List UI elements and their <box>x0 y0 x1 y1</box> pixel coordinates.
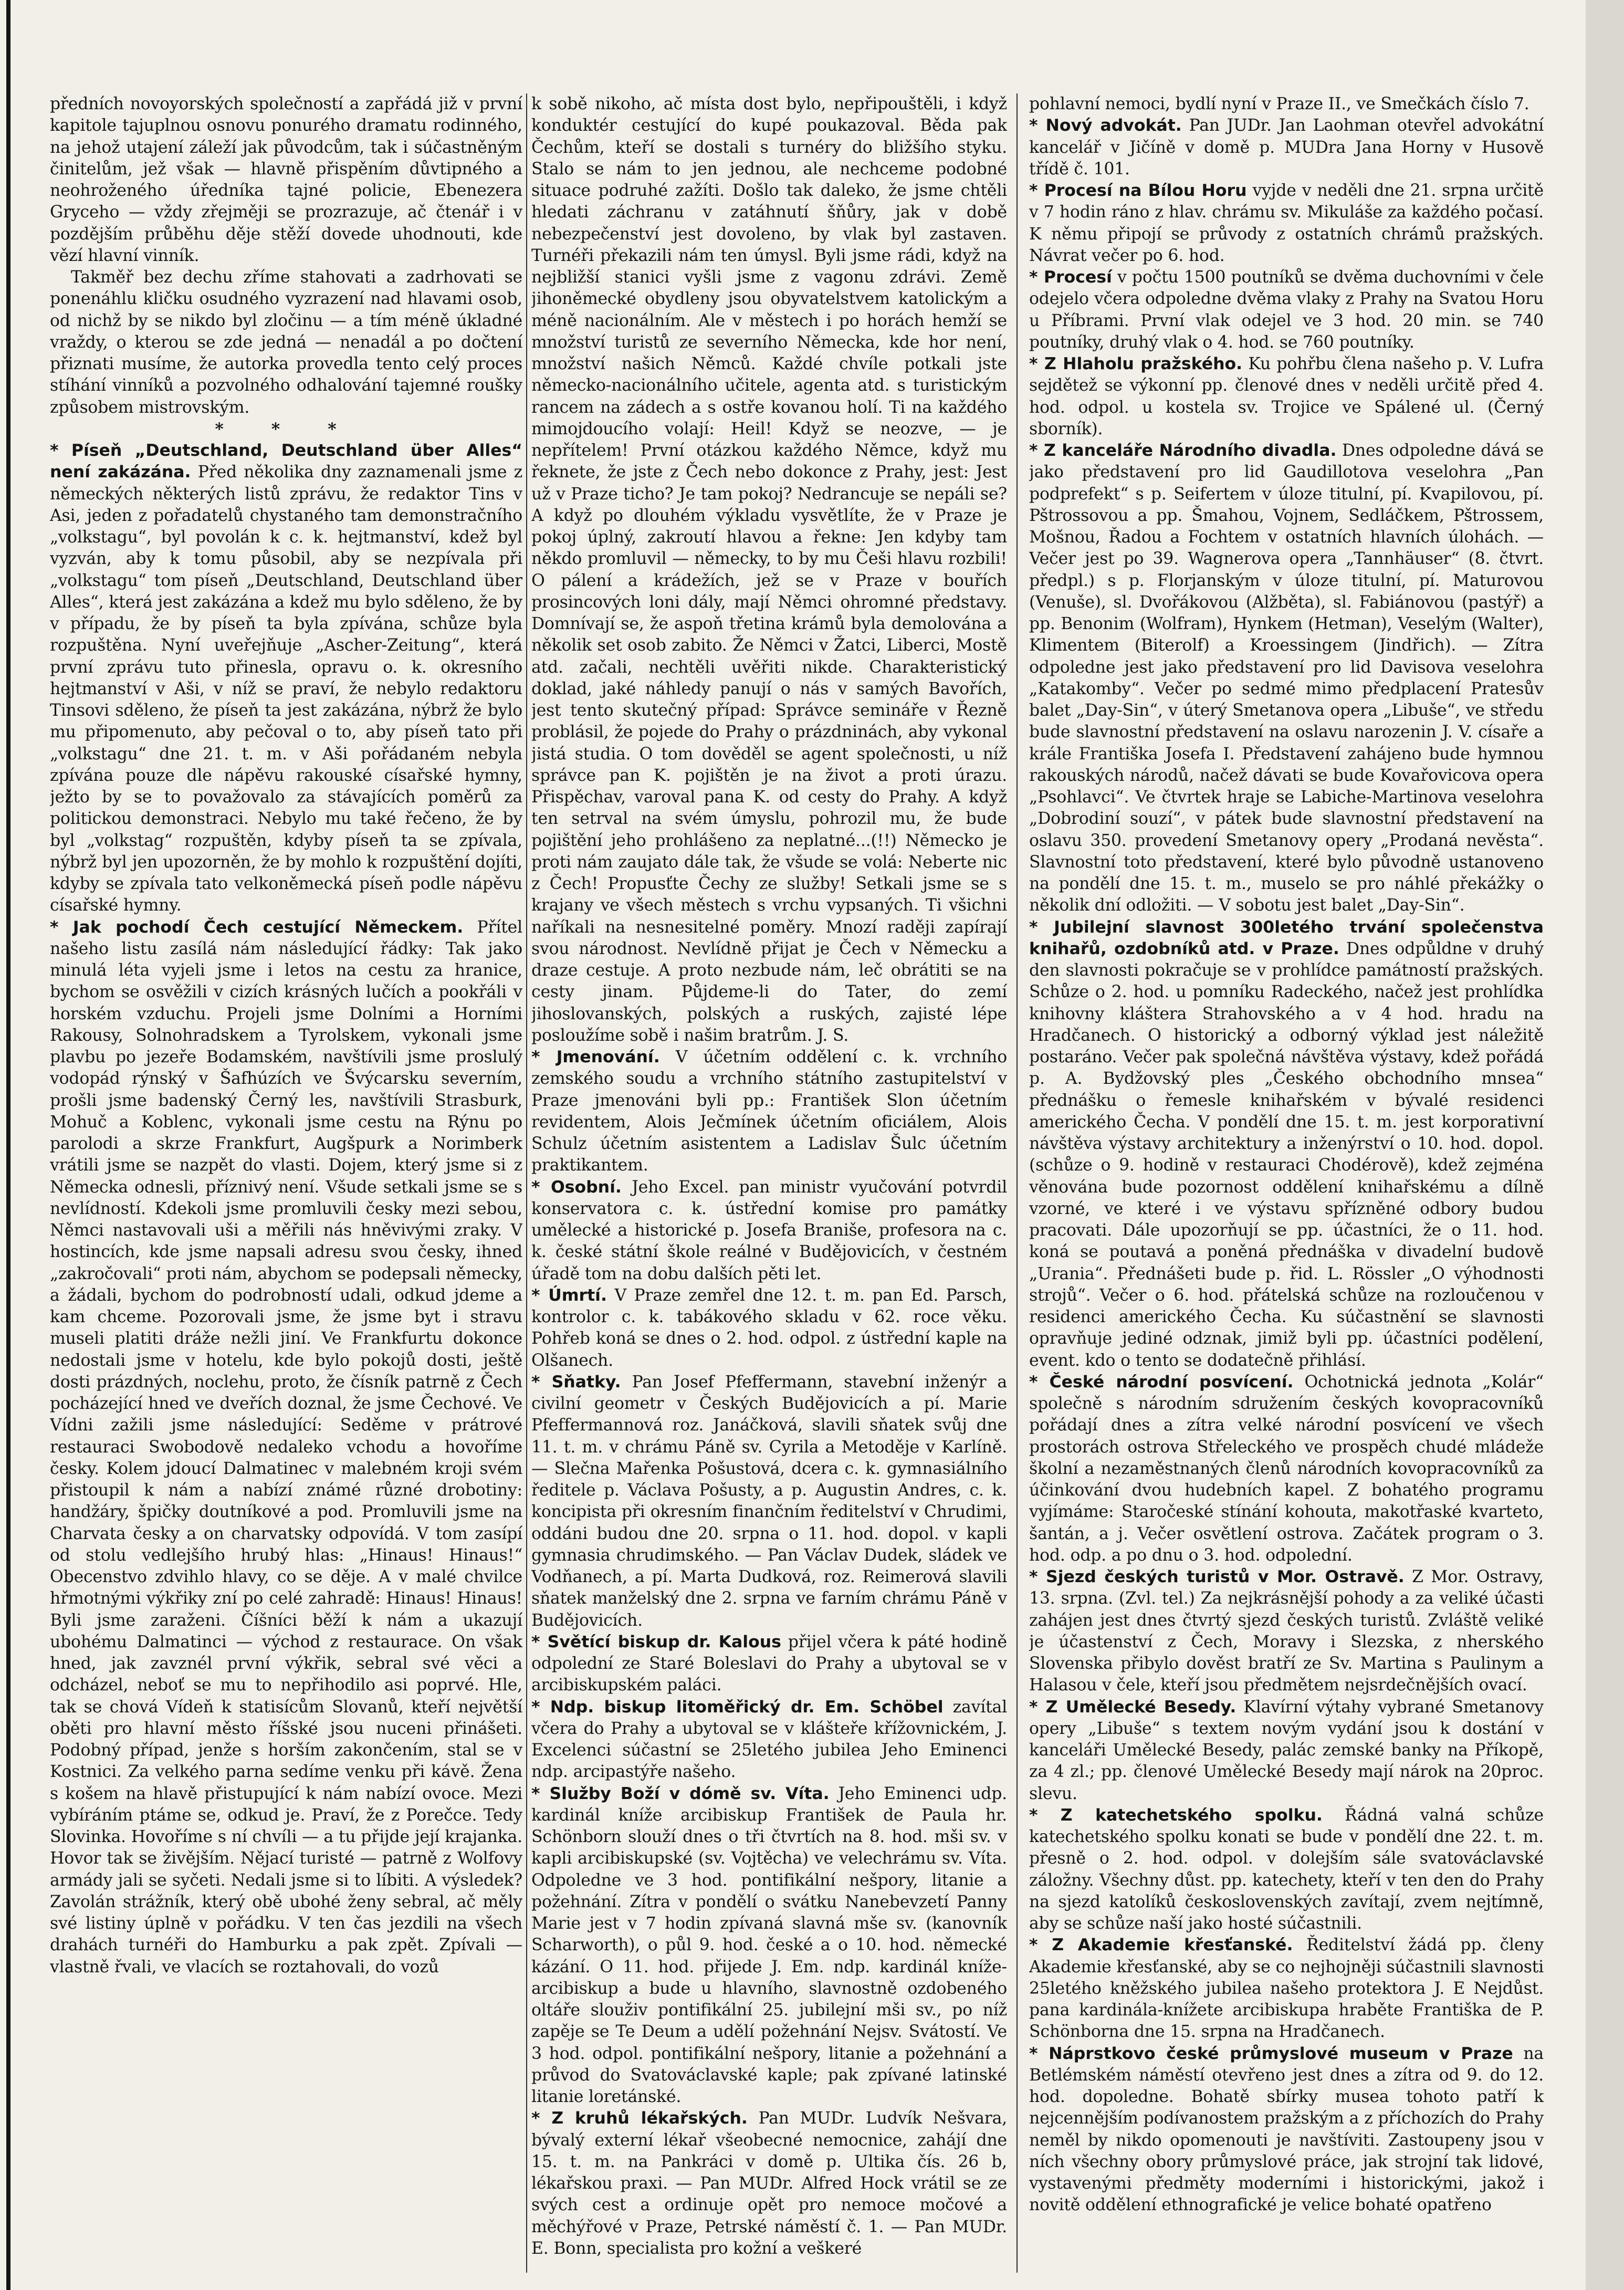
article-text: na Betlémském náměstí otevřeno jest dnes a zítra od 9. do 12. hod. dopoledne. Bohatě sbírky musea tohoto patří k nejcennějším podívanostem pražským a z příchozích do Prahy neměl by nikdo opomenouti je navštíviti. Zastoupeny jsou v ních všechny obory průmyslové práce, jak strojní tak lidové, vystavenými předměty moderními i historickými, jakož i novitě oddělení ethnografické je velice bohaté opatřeno <box>1029 2044 1544 2215</box>
article-heading: * Jak pochodí Čech cestující Německem. <box>50 917 464 937</box>
article-paragraph <box>1029 1935 1544 2043</box>
column-1 <box>50 93 522 2273</box>
article-paragraph <box>1029 440 1544 917</box>
article-text: předních novoyorských společností a zapřádá již v první kapitole tajuplnou osnovu ponurého dramatu rodinného, na jehož utajení záleží jak původcům, tak i súčastněným činitelům, jež však — hlavně přispěním důvtipného a neohroženého úředníka tajné policie, Ebenezera Gryceho — vždy zřejměji se prozrazuje, ač čtenář i v pozdějším průběhu děje stěží dovede uhodnouti, kde vězí hlavní vinník. <box>50 95 522 265</box>
article-heading: * Náprstkovo české průmyslové museum v Praze <box>1029 2044 1513 2063</box>
article-paragraph <box>531 93 1007 1047</box>
article-text: * * * <box>215 419 358 439</box>
article-text: Pan MUDr. Ludvík Nešvara, bývalý externí lékař všeobecné nemocnice, zahájí dne 15. t. m. na Pankráci v domě p. Ultika čís. 26 b, lékařskou praxi. — Pan MUDr. Alfred Hock vrátil se ze svých cest a ordinuje opět pro nemoce močové a měchýřové v Praze, Petrské náměstí č. 1. — Pan MUDr. E. Bonn, specialista pro kožní a veškeré <box>531 2109 1007 2258</box>
article-text: vyjde v neděli dne 21. srpna určitě v 7 hodin ráno z hlav. chrámu sv. Mikuláše za každého počasí. K němu připojí se průvody z ostatních chrámů pražských. Návrat večer po 6. hod. <box>1029 181 1544 265</box>
article-paragraph <box>50 267 522 419</box>
article-text: Pan Josef Pfeffermann, stavební inženýr a civilní geometr v Českých Budějovicích a pí. Marie Pfeffermannová roz. Janáčková, slavili sňatek svůj dne 11. t. m. v chrámu Páně sv. Cyrila a Metoděje v Karlíně. — Slečna Mařenka Pošustová, dcera c. k. gymnasiálního ředitele p. Václava Pošusty, a p. Augustin Andres, c. k. koncipista při okresním finančním ředitelství v Chrudimi, oddáni budou dne 20. srpna o 11. hod. dopol. v kapli gymnasia chrudimského. — Pan Václav Dudek, sládek ve Vodňanech, a pí. Marta Dudková, roz. Reimerová slavili sňatek manželský dne 2. srpna ve farním chrámu Páně v Budějovicích. <box>531 1372 1007 1630</box>
article-text: k sobě nikoho, ač místa dost bylo, nepřipouštěli, i když konduktér cestující do kupé poukazoval. Běda pak Čechům, kteří se dostali s turnéry do bližšího styku. Stalo se nám to jen jednou, ale nechceme podobné situace podruhé zažíti. Došlo tak daleko, že jsme chtěli hledati záchranu v zatáhnutí šňůry, jak v době nebezpečenství jest dovoleno, by vlak byl zastaven. Turnéři překazili nám ten úmysl. Byli jsme rádi, když na nejbližší stanici vyšli jsme z vagonu zdrávi. Země jihoněmecké obydleny jsou obyvatelstvem katolickým a méně nacionálním. Ale v městech i po horách hemží se množství turistů ze severního Německa, kde hor není, množství našich Němců. Každé chvíle potkali jste německo-nacionálního učitele, agenta atd. s turistickým rancem na zádech a s ostře kovanou holí. Ti na každého mimojdoucího volají: Heil! Když se neozve, — je nepřítelem! První otázkou každého Němce, když mu řeknete, že jste z Čech nebo dokonce z Prahy, jest: Jest už v Praze ticho? Je tam pokoj? Nedrancuje se nepáli se? A když po dlouhém výkladu vysvětlíte, že v Praze je pokoj úplný, zakroutí hlavou a řekne: Jen kdyby tam někdo promluvil — německy, to by mu Češi hlavu rozbili! O pálení a krádežích, jež se v Praze v bouřích prosincových loni dály, mají Němci ohromné představy. Domnívají se, že aspoň třetina krámů byla demolována a několik set osob zabito. Že Němci v Žatci, Liberci, Mostě atd. začali, nechtěli uvěřiti nikde. Charakteristický doklad, jaké náhledy panují o nás v samých Bavořích, jest tento skutečný případ: Správce semináře v Řezně problásil, že pojede do Prahy o prázdninách, aby vykonal jistá studia. O tom dověděl se agent společnosti, u níž správce pan K. pojištěn je na život a proti úrazu. Přispěchav, varoval pana K. od cesty do Prahy. A když ten setrval na svém úmyslu, pohrozil mu, že bude pojištění jeho prohlášeno za neplatné...(!!) Německo je proti nám zaujato dále tak, že všude se volá: Neberte nic z Čech! Propusťte Čechy ze služby! Setkali jsme se s krajany ve všech městech s vrchu vypsaných. Ti všichni naříkali na nesnesitelné poměry. Mnozí raději zapírají svou národnost. Nevlídně přijat je Čech v Německu a draze cestuje. A proto nezbude nám, leč obrátiti se na cesty jinam. Půjdeme-li do Tater, do zemí jihoslovanských, polských a ruských, zajisté lépe posloužíme sobě i našim bratrům. J. S. <box>531 95 1007 1045</box>
article-text: zavítal včera do Prahy a ubytoval se v klášteře křížovnickém, J. Excelenci súčastní se 25letého jubilea Jeho Eminenci ndp. arcipastýře našeho. <box>531 1697 1007 1782</box>
article-text: Řádná valná schůze katechetského spolku konati se bude v pondělí dne 22. t. m. přesně o 2. hod. odpol. v dolejším sále svatováclavské záložny. Všechny důst. pp. katechety, kteří v ten den do Prahy na sjezd katolíků československých zavítají, zvem nejtímně, aby se schůze naší jako hosté súčastnili. <box>1029 1805 1544 1933</box>
article-paragraph <box>50 917 522 1978</box>
article-heading: * Z Umělecké Besedy. <box>1029 1697 1237 1717</box>
article-paragraph <box>531 1697 1007 1783</box>
article-paragraph <box>531 2108 1007 2260</box>
article-paragraph <box>1029 180 1544 267</box>
column-rule <box>526 93 527 2273</box>
scan-edge-right <box>1586 0 1624 2290</box>
article-text: Klavírní výtahy vybrané Smetanovy opery „Libuše“ s textem novým vydání jsou k dostání v kanceláři Umělecké Besedy, palác zemské banky na Příkopě, za 4 zl.; pp. členové Umělecké Besedy mají nárok na 20proc. slevu. <box>1029 1697 1544 1803</box>
article-paragraph <box>531 1783 1007 2108</box>
article-heading: * Z Hlaholu pražského. <box>1029 354 1243 373</box>
article-text: V Praze zemřel dne 12. t. m. pan Ed. Parsch, kontrolor c. k. tabákového skladu v 62. roce věku. Pohřeb koná se dnes o 2. hod. odpol. z ústřední kaple na Olšanech. <box>531 1285 1007 1370</box>
article-paragraph <box>50 93 522 267</box>
article-text: pohlavní nemoci, bydlí nyní v Praze II., ve Smečkách číslo 7. <box>1029 95 1529 113</box>
article-text: Před několika dny zaznamenali jsme z německých některých listů zprávu, že redaktor Tins v Asi, jeden z pořadatelů chystaného tam demonstračního „volkstagu“, byl povolán k c. k. hejtmanství, kdež byl vyzván, aby k tomu působil, aby se nezpívala při „volkstagu“ tom píseň „Deutschland, Deutschland über Alles“, která jest zakázána a kdež mu bylo sděleno, že by v případu, že by píseň ta byla zpívána, schůze byla rozpuštěna. Nyní uveřejňuje „Ascher-Zeitung“, která první zprávu tuto přinesla, opravu o. k. okresního hejtmanství v Aši, v níž se praví, že nebylo redaktoru Tinsovi sděleno, že píseň ta jest zakázána, nýbrž že bylo mu připomenuto, aby pečoval o to, aby píseň tato při „volkstagu“ dne 21. t. m. v Aši pořádaném nebyla zpívána pouze dle nápěvu rakouské císařské hymny, ježto by se to považovalo za stávajících poměrů za politickou demonstraci. Nebylo mu také řečeno, že by byl „volkstag“ rozpuštěn, kdyby píseň ta se zpívala, nýbrž byl jen upozorněn, že by mohlo k rozpuštění dojíti, kdyby se zpívala tato velkoněmecká píseň podle nápěvu císařské hymny. <box>50 463 522 915</box>
article-heading: * Světící biskup dr. Kalous <box>531 1632 781 1651</box>
article-paragraph <box>531 1632 1007 1697</box>
article-text: v počtu 1500 poutníků se dvěma duchovními v čele odejelo včera odpoledne dvěma vlaky z Prahy na Svatou Horu u Příbrami. První vlak odejel ve 3 hod. 20 min. se 740 poutníky, druhý vlak o 4. hod. se 760 poutníky. <box>1029 268 1544 352</box>
article-text: Ku pohřbu člena našeho p. V. Lufra sejdětež se výkonní pp. členové dnes v neděli určitě před 4. hod. odpol. u kostela sv. Trojice ve Spálené ul. (Černý sborník). <box>1029 354 1544 438</box>
section-divider <box>50 419 522 440</box>
article-paragraph <box>1029 1805 1544 1935</box>
article-paragraph <box>531 1372 1007 1632</box>
article-heading: * Z kruhů lékařských. <box>531 2109 748 2128</box>
column-rule <box>1017 93 1018 2273</box>
article-heading: * Jmenování. <box>531 1048 660 1066</box>
article-heading: * Z kanceláře Národního divadla. <box>1029 441 1337 460</box>
article-heading: * Osobní. <box>531 1177 622 1197</box>
article-paragraph <box>531 1047 1007 1177</box>
scan-edge-left <box>6 0 11 2290</box>
article-heading: * Úmrtí. <box>531 1285 607 1305</box>
article-text: Z Mor. Ostravy, 13. srpna. (Zvl. tel.) Za nejkrásnější pohody a za veliké účasti zahájen jest dnes čtvrtý sjezd českých turistů. Zvláště veliké je účastenství z Čech, Moravy i Slezska, z nherského Slovenska přibylo dověst bratří ze Sv. Martina s Paulinym a Halasou v čele, kteří jsou předmětem nejsrdečnějších ovací. <box>1029 1567 1544 1695</box>
article-heading: * Píseň „Deutschland, Deutschland über Alles“ není zakázána. <box>50 441 522 482</box>
article-heading: * České národní posvícení. <box>1029 1372 1294 1392</box>
article-text: Takměř bez dechu zříme stahovati a zadrhovati se ponenáhlu kličku osudného vyzrazení nad hlavami osob, od nichž by se nikdo byl zločinu — a tím méně úkladné vraždy, o kterou se zde jedná — nenadál a po dočtení přiznati musíme, že autorka provedla tento celý proces stíhání vinníků a pozvolného odhalování tajemné roušky způsobem mistrovským. <box>50 268 522 417</box>
article-heading: * Procesí na Bílou Horu <box>1029 181 1247 200</box>
article-paragraph <box>1029 93 1544 115</box>
article-paragraph <box>1029 267 1544 353</box>
article-heading: * Ndp. biskup litoměřický dr. Em. Schöbel <box>531 1697 944 1717</box>
article-paragraph <box>1029 917 1544 1372</box>
article-text: Jeho Excel. pan ministr vyučování potvrdil konservatora c. k. ústřední komise pro památky umělecké a historické p. Josefa Braniše, profesora na c. k. české státní škole reálné v Budějovicích, v čestném úřadě tom na dobu dalších pěti let. <box>531 1177 1007 1283</box>
article-text: Jeho Eminenci udp. kardinál kníže arcibiskup František de Paula hr. Schönborn slouží dnes o tři čtvrtích na 8. hod. mši sv. v kapli arcibiskupské (sv. Vojtěcha) ve velechrámu sv. Víta. Odpoledne ve 3 hod. pontifikální nešpory, litanie a požehnání. Zítra v pondělí o svátku Nanebevzetí Panny Marie jest v 7 hodin zpívaná slavná mše sv. (kanovník Scharworth), o půl 9. hod. české a o 10. hod. německé kázání. O 11. hod. přijede J. Em. ndp. kardinál kníže-arcibiskup a bude u hlavního, slavnostně ozdobeného oltáře slouživ pontifikální 25. jubilejní mši sv., po níž zapěje se Te Deum a udělí požehnání Nejsv. Svátostí. Ve 3 hod. odpol. pontifikální nešpory, litanie a požehnání a průvod do Svatováclavské kaple; pak zpívané latinské litanie loretánské. <box>531 1784 1007 2106</box>
article-heading: * Jubilejní slavnost 300letého trvání společenstva knihařů, ozdobníků atd. v Praze. <box>1029 917 1544 958</box>
article-heading: * Procesí <box>1029 268 1112 287</box>
article-text: Dnes odpůldne v druhý den slavnosti pokračuje se v prohlídce památností pražských. Schůze o 2. hod. u pomníku Radeckého, načež jest prohlídka knihovny kláštera Strahovského a v 4 hod. hradu na Hradčanech. O historický a odborný výklad jest náležitě postaráno. Večer pak společná návštěva výstavy, kdež pořádá p. A. Bydžovský ples „Českého obchodního mnsea“ přednášku o řemesle knihařském v bývalé residenci amerického Čecha. V pondělí dne 15. t. m. jest korporativní návštěva výstavy architektury a inženýrství o 10. hod. dopol. (schůze o 9. hodině v restauraci Chodérově), kdež zejména věnována bude pozornost oddělení knihařskému a dílně vzorné, ve které i ve výstavu spřízněné odbory budou pracovati. Dále upozorňují se pp. účastníci, že o 11. hod. koná se poutavá a poněná přednáška v divadelní budově „Urania“. Přednášeti bude p. řid. L. Rössler „O výhodnosti strojů“. Večer o 6. hod. přátelská schůze na rozloučenou v residenci amerického Čecha. Ku súčastnění se slavnosti opravňuje jediné odznak, jimiž byli pp. účastníci podělení, event. kdo o tento se dodatečně přihlásí. <box>1029 939 1544 1370</box>
article-heading: * Sňatky. <box>531 1372 621 1392</box>
column-2 <box>531 93 1007 2273</box>
article-heading: * Nový advokát. <box>1029 116 1182 135</box>
article-text: Pan JUDr. Jan Laohman otevřel advokátní kancelář v Jičíně v domě p. MUDra Jana Horny v Husově třídě č. 101. <box>1029 116 1544 179</box>
article-paragraph <box>531 1177 1007 1285</box>
article-text: Ochotnická jednota „Kolár“ společně s národním sdružením českých kovopracovníků pořádají dnes a zítra velké národní posvícení ve všech prostorách ostrova Střeleckého ve prospěch chudé mládeže školní a nezaměstnaných členů národních kovopracovníků za účinkování dvou hudebních kapel. Z bohatého programu vyjímáme: Staročeské stínání kohouta, makotřaské kvarteto, šantán, a j. Večer osvětlení ostrova. Začátek program o 3. hod. odp. a po dnu o 3. hod. odpolední. <box>1029 1372 1544 1565</box>
article-heading: * Z katechetského spolku. <box>1029 1805 1323 1825</box>
article-paragraph <box>1029 115 1544 180</box>
article-text: V účetním oddělení c. k. vrchního zemského soudu a vrchního státního zastupitelství v Praze jmenováni byli pp.: František Slon účetním revidentem, Alois Ječmínek účetním oficiálem, Alois Schulz účetním asistentem a Ladislav Šulc účetním praktikantem. <box>531 1048 1007 1175</box>
article-paragraph <box>1029 1566 1544 1697</box>
column-3 <box>1029 93 1544 2273</box>
article-heading: * Z Akademie křesťanské. <box>1029 1936 1293 1955</box>
article-paragraph <box>1029 1372 1544 1566</box>
article-text: Ředitelství žádá pp. členy Akademie křesťanské, aby se co nejhojněji súčastnili slavnosti 25letého kněžského jubilea našeho protektora J. E Nejdůst. pana kardinála-knížete arcibiskupa hraběte Františka de P. Schönborna dne 15. srpna na Hradčanech. <box>1029 1936 1544 2042</box>
article-text: přijel včera k páté hodině odpolední ze Staré Boleslavi do Prahy a ubytoval se v arcibiskupském paláci. <box>531 1632 1007 1695</box>
article-heading: * Sjezd českých turistů v Mor. Ostravě. <box>1029 1567 1405 1586</box>
article-text: Přítel našeho listu zasílá nám následující řádky: Tak jako minulá léta vyjeli jsme i letos na cestu za hranice, bychom se osvěžili v cizích krásných lučích a pookřáli v horském vzduchu. Projeli jsme Dolními a Horními Rakousy, Solnohradskem a Tyrolskem, vykonali jsme plavbu po jezeře Bodamském, navštívili jsme proslulý vodopád rýnský v Šafhúzích ve Švýcarsku severním, prošli jsme badenský Černý les, navštívili Strasburk, Mohuč a Koblenc, vykonali jsme cestu na Rýnu po parolodi a skrze Frankfurt, Augšpurk a Norimberk vrátili jsme se nazpět do vlasti. Dojem, který jsme si z Německa odnesli, příznivý není. Všude setkali jsme se s nevlídností. Kdekoli jsme promluvili česky mezi sebou, Němci nastavovali uši a měřili nás hněvivými zraky. V hostincích, kde jsme napsali adresu svou česky, ihned „zakročovali“ proti nám, abychom se podepsali německy, a žádali, bychom do podrobností udali, odkud jdeme a kam chceme. Pozorovali jsme, že jsme byt i stravu museli platiti dráže nežli jiní. Ve Frankfurtu dokonce nedostali jsme v hotelu, kde bylo pokojů dosti, ještě dosti prázdných, noclehu, proto, že čísník patrně z Čech pocházející hned ve dveřích doznal, že jsme Čechové. Ve Vídni zažili jsme následující: Seděme v prátrové restauraci Swobodově nedaleko vchodu a hovoříme česky. Kolem jdoucí Dalmatinec v malebném kroji svém přistoupil k nám a nabízí známé různé drobotiny: handžáry, špičky doutníkové a pod. Promluvili jsme na Charvata česky a on charvatsky odpovídá. V tom zasípí od stolu vedlejšího hrubý hlas: „Hinaus! Hinaus!“ Obecenstvo zdvihlo hlavy, co se děje. A v malé chvilce hřmotnými výkřiky zní po celé zahradě: Hinaus! Hinaus! Byli jsme zaraženi. Číšníci běží k nám a ukazují ubohému Dalmatinci — východ z restaurace. On však hned, jak zavznél první výkřik, sebral své věci a odcházel, neboť se mu to nepřihodilo asi poprvé. Hle, tak se chová Vídeň k statisícům Slovanů, kteří největší oběti pro hlavní město říšské jsou nuceni přinášeti. Podobný případ, jenže s horším zakončením, stal se v Kostnici. Za velkého parna sedíme venku při kávě. Žena s košem na hlavě přistupující k nám nabízí ovoce. Mezi vybíráním ptáme se, odkud je. Praví, že z Porečce. Tedy Slovinka. Hovoříme s ní chvíli — a tu přijde její krajanka. Hovor tak se živějším. Nějací turisté — patrně z Wolfovy armády jali se syčeti. Nedali jsme si to líbiti. A výsledek? Zavolán strážník, který obě ubohé ženy sebral, ač měly své listiny úplně v pořádku. V ten čas jezdili na všech drahách turnéři do Hamburku a pak zpět. Zpívali — vlastně řvali, ve vlacích se roztahovali, do vozů <box>50 917 522 1977</box>
article-paragraph <box>1029 1697 1544 1805</box>
article-text: Dnes odpoledne dává se jako představení pro lid Gaudillotova veselohra „Pan podprefekt“ s p. Seifertem v úloze titulní, pí. Kvapilovou, pí. Pštrossovou a pp. Šmahou, Vojnem, Sedláčkem, Pštrossem, Mošnou, Řadou a Fochtem v ostatních hlavních úlohách. — Večer jest po 39. Wagnerova opera „Tannhäuser“ (8. čtvrt. předpl.) s p. Florjanským v úloze titulní, pí. Maturovou (Venuše), sl. Dvořákovou (Alžběta), sl. Fabiánovou (pastýř) a pp. Benonim (Wolfram), Hynkem (Hetman), Veselým (Walter), Klimentem (Biterolf) a Kroessingem (Jindřich). — Zítra odpoledne jest jako představení pro lid Davisova veselohra „Katakomby“. Večer po sedmé mimo předplacení Pratesův balet „Day-Sin“, v úterý Smetanova opera „Libuše“, ve středu bude slavnostní představení na oslavu narozenin J. V. císaře a krále Františka Josefa I. Představení zahájeno bude hymnou rakouských národů, načež dávati se bude Kovařovicova opera „Psohlavci“. Ve čtvrtek hraje se Labiche-Martinova veselohra „Dobrodiní souzí“, v pátek bude slavnostní představení na oslavu 350. provedení Smetanovy opery „Prodaná nevěsta“. Slavnostní toto představení, které bylo původně ustanoveno na pondělí dne 15. t. m., muselo se pro náhlé překážky o několik dní odložiti. — V sobotu jest balet „Day-Sin“. <box>1029 441 1544 915</box>
article-paragraph <box>1029 2043 1544 2216</box>
article-paragraph <box>1029 353 1544 440</box>
article-paragraph <box>531 1285 1007 1372</box>
article-paragraph <box>50 440 522 917</box>
article-heading: * Služby Boží v dómě sv. Víta. <box>531 1784 830 1803</box>
